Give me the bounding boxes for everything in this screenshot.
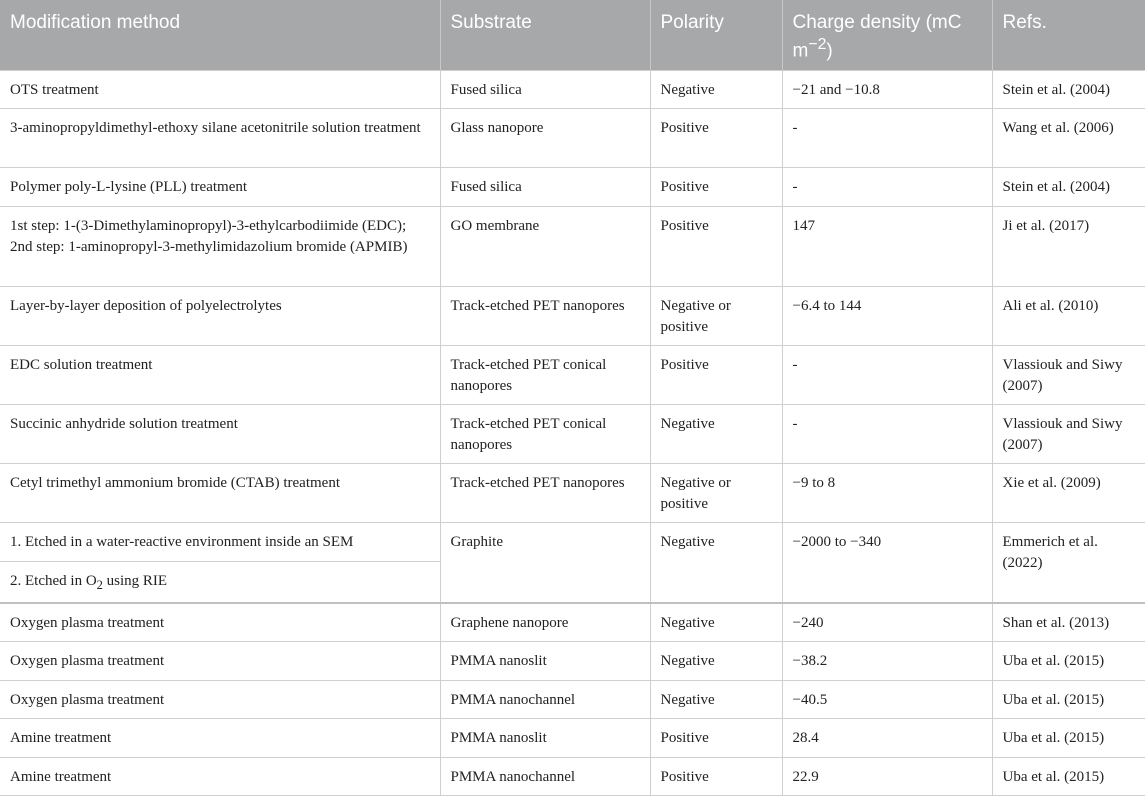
cell-substrate: Track-etched PET conical nanopores — [440, 405, 650, 464]
cell-substrate: Track-etched PET nanopores — [440, 464, 650, 523]
cell-substrate: PMMA nanochannel — [440, 758, 650, 796]
cell-charge-density: −6.4 to 144 — [782, 287, 992, 346]
cell-method: 3-aminopropyldimethyl-ethoxy silane acetonitrile solution treatment — [0, 109, 440, 168]
header-charge-density — [782, 0, 992, 71]
table-row — [0, 287, 1145, 346]
cell-polarity: Negative — [650, 603, 782, 642]
header-substrate: Substrate — [440, 0, 650, 71]
cell-substrate: Graphite — [440, 523, 650, 603]
header-modification-method: Modification method — [0, 0, 440, 71]
cell-method: OTS treatment — [0, 71, 440, 109]
cell-method: 1st step: 1-(3-Dimethylaminopropyl)-3-ethylcarbodiimide (EDC); 2nd step: 1-aminopropyl-3-methylimidazolium bromide (APMIB) — [0, 207, 440, 287]
table-row — [0, 405, 1145, 464]
cell-ref: Vlassiouk and Siwy (2007) — [992, 405, 1145, 464]
table-row — [0, 168, 1145, 207]
table-body — [0, 71, 1145, 796]
cell-charge-density: 28.4 — [782, 719, 992, 758]
cell-method-text-tail: using RIE — [102, 573, 168, 590]
cell-polarity: Negative — [650, 642, 782, 681]
cell-charge-density: −38.2 — [782, 642, 992, 681]
table-row — [0, 719, 1145, 758]
cell-polarity: Negative or positive — [650, 464, 782, 523]
cell-method: Oxygen plasma treatment — [0, 642, 440, 681]
cell-polarity: Negative — [650, 523, 782, 603]
cell-ref: Xie et al. (2009) — [992, 464, 1145, 523]
cell-charge-density: - — [782, 168, 992, 207]
cell-method-text: 2. Etched in O — [10, 573, 97, 590]
cell-charge-density: −21 and −10.8 — [782, 71, 992, 109]
table-row — [0, 758, 1145, 796]
header-charge-density-text: Charge density (mC m — [792, 12, 962, 62]
cell-method: Layer-by-layer deposition of polyelectrolytes — [0, 287, 440, 346]
cell-substrate: Graphene nanopore — [440, 603, 650, 642]
cell-ref: Ali et al. (2010) — [992, 287, 1145, 346]
cell-polarity: Negative or positive — [650, 287, 782, 346]
cell-substrate: Track-etched PET nanopores — [440, 287, 650, 346]
cell-method: Amine treatment — [0, 719, 440, 758]
cell-charge-density: −9 to 8 — [782, 464, 992, 523]
cell-polarity: Negative — [650, 405, 782, 464]
table-row — [0, 207, 1145, 287]
cell-charge-density: - — [782, 405, 992, 464]
header-charge-density-exponent: −2 — [808, 36, 827, 53]
table-row — [0, 523, 1145, 562]
cell-method: EDC solution treatment — [0, 346, 440, 405]
cell-method: Succinic anhydride solution treatment — [0, 405, 440, 464]
cell-method: Polymer poly-L-lysine (PLL) treatment — [0, 168, 440, 207]
cell-substrate: Glass nanopore — [440, 109, 650, 168]
table-row — [0, 71, 1145, 109]
header-polarity: Polarity — [650, 0, 782, 71]
cell-method: Cetyl trimethyl ammonium bromide (CTAB) treatment — [0, 464, 440, 523]
header-charge-density-close: ) — [826, 40, 833, 62]
cell-polarity: Positive — [650, 346, 782, 405]
cell-charge-density: 22.9 — [782, 758, 992, 796]
cell-charge-density: - — [782, 109, 992, 168]
cell-ref: Shan et al. (2013) — [992, 603, 1145, 642]
cell-polarity: Positive — [650, 719, 782, 758]
cell-substrate: Track-etched PET conical nanopores — [440, 346, 650, 405]
cell-ref: Uba et al. (2015) — [992, 642, 1145, 681]
cell-charge-density: −40.5 — [782, 681, 992, 719]
cell-polarity: Positive — [650, 758, 782, 796]
cell-ref: Ji et al. (2017) — [992, 207, 1145, 287]
header-row — [0, 0, 1145, 71]
cell-substrate: Fused silica — [440, 71, 650, 109]
cell-ref: Uba et al. (2015) — [992, 681, 1145, 719]
cell-polarity: Negative — [650, 681, 782, 719]
table-row — [0, 642, 1145, 681]
cell-ref: Wang et al. (2006) — [992, 109, 1145, 168]
cell-polarity: Positive — [650, 207, 782, 287]
header-refs: Refs. — [992, 0, 1145, 71]
cell-ref: Stein et al. (2004) — [992, 71, 1145, 109]
cell-method-subscript: 2 — [96, 578, 103, 593]
cell-method: Oxygen plasma treatment — [0, 681, 440, 719]
cell-polarity: Negative — [650, 71, 782, 109]
cell-substrate: PMMA nanochannel — [440, 681, 650, 719]
cell-polarity: Positive — [650, 168, 782, 207]
cell-method: Amine treatment — [0, 758, 440, 796]
cell-substrate: GO membrane — [440, 207, 650, 287]
cell-charge-density: −2000 to −340 — [782, 523, 992, 603]
cell-method: Oxygen plasma treatment — [0, 603, 440, 642]
table-header — [0, 0, 1145, 71]
table-row — [0, 464, 1145, 523]
cell-substrate: PMMA nanoslit — [440, 642, 650, 681]
cell-ref: Emmerich et al. (2022) — [992, 523, 1145, 603]
cell-charge-density: - — [782, 346, 992, 405]
cell-method — [0, 562, 440, 603]
cell-method: 1. Etched in a water-reactive environment inside an SEM — [0, 523, 440, 562]
cell-ref: Vlassiouk and Siwy (2007) — [992, 346, 1145, 405]
table-row — [0, 109, 1145, 168]
cell-charge-density: 147 — [782, 207, 992, 287]
table-row — [0, 603, 1145, 642]
cell-ref: Stein et al. (2004) — [992, 168, 1145, 207]
cell-ref: Uba et al. (2015) — [992, 719, 1145, 758]
cell-substrate: Fused silica — [440, 168, 650, 207]
cell-substrate: PMMA nanoslit — [440, 719, 650, 758]
cell-ref: Uba et al. (2015) — [992, 758, 1145, 796]
cell-charge-density: −240 — [782, 603, 992, 642]
cell-polarity: Positive — [650, 109, 782, 168]
table-row — [0, 346, 1145, 405]
table-row — [0, 681, 1145, 719]
